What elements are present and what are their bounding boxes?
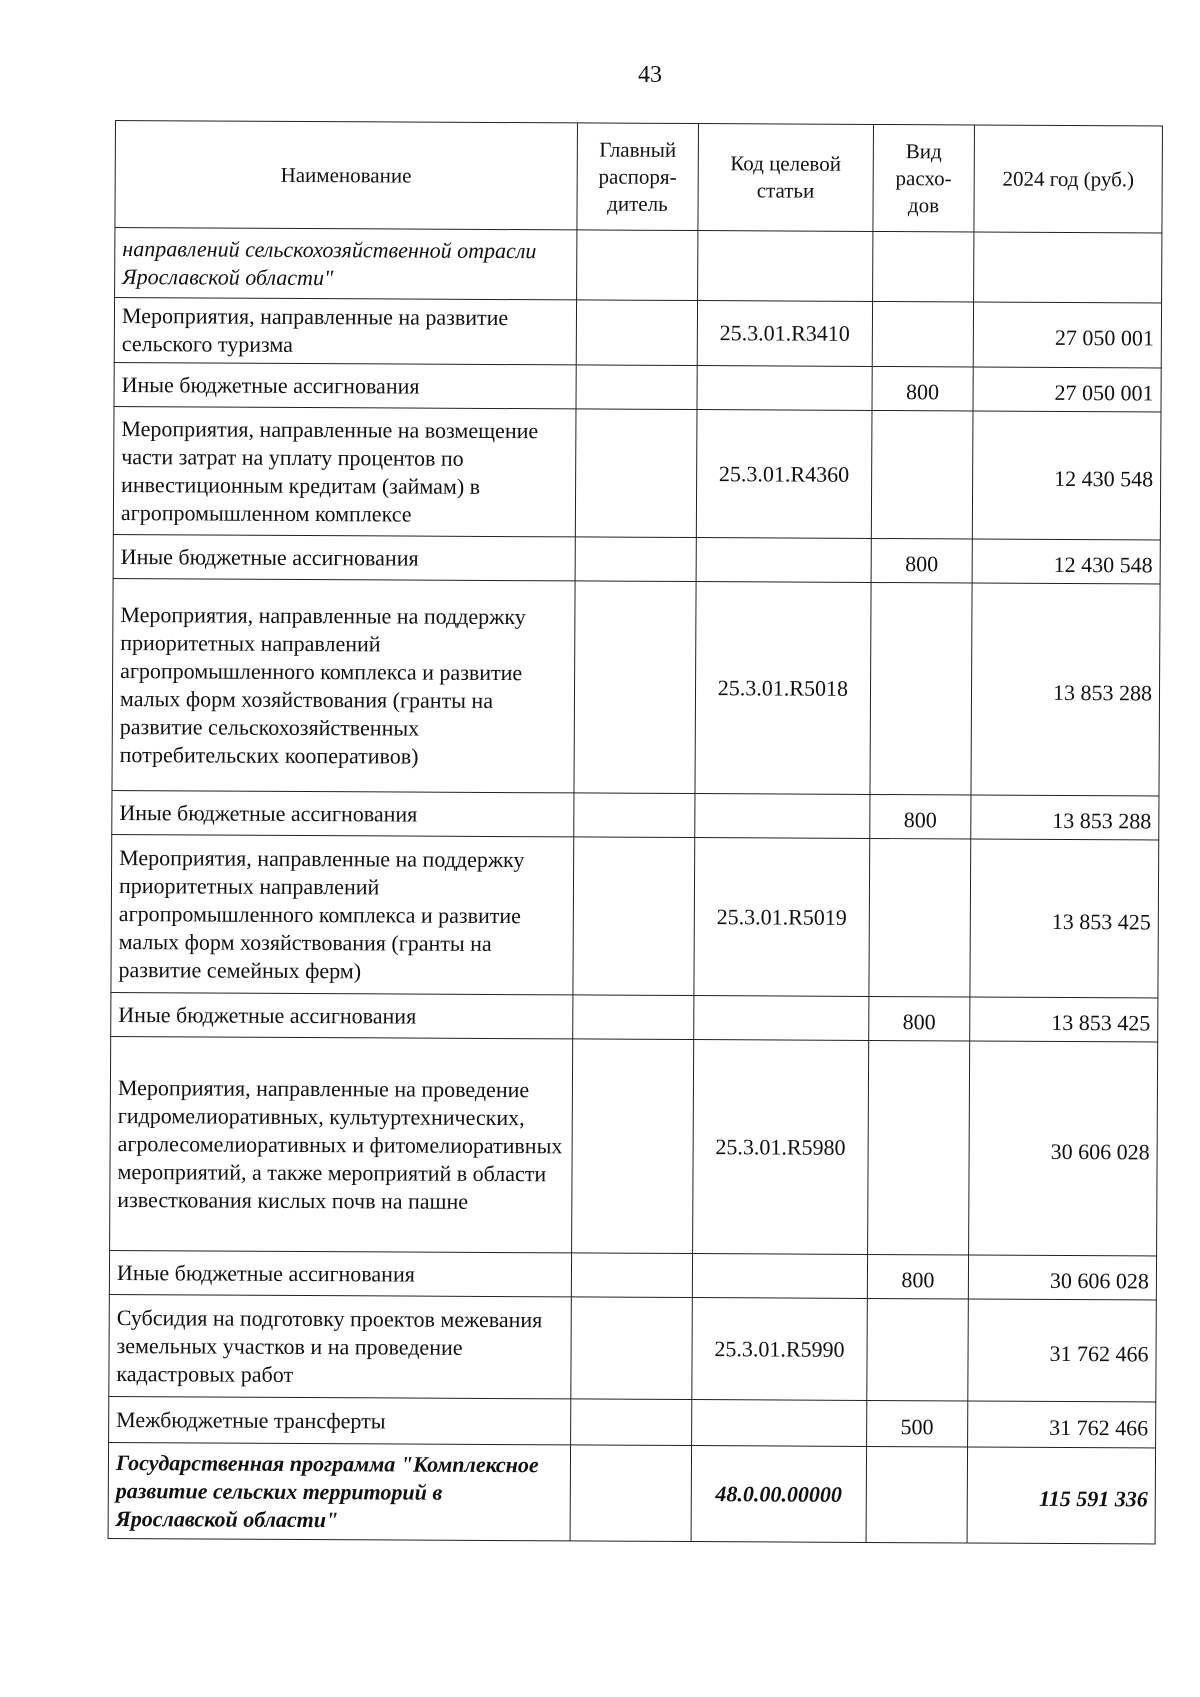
row-vid — [867, 1040, 970, 1255]
row-name: Иные бюджетные ассигнования — [114, 362, 576, 408]
row-amount: 27 050 001 — [973, 302, 1161, 368]
row-amount — [974, 232, 1162, 303]
row-amount: 13 853 425 — [970, 839, 1159, 998]
row-amount: 12 430 548 — [972, 539, 1160, 584]
row-code — [692, 1400, 867, 1447]
row-code: 25.3.01.R5019 — [694, 838, 869, 997]
row-manager — [573, 793, 695, 838]
row-vid — [872, 301, 974, 367]
row-amount: 30 606 028 — [969, 1255, 1157, 1300]
row-manager — [576, 365, 698, 410]
row-code: 25.3.01.R5980 — [693, 1040, 869, 1255]
row-vid: 800 — [872, 366, 974, 411]
row-name: Мероприятия, направленные на проведение гидромелиоративных, культуртехнических, агролесомелиоративных и фитомелиоративных мероприятий, а также мероприятий в области известкования кислых почв на пашне — [110, 1036, 573, 1252]
row-vid — [872, 231, 974, 302]
row-vid — [871, 410, 973, 539]
row-code — [694, 996, 869, 1041]
row-name: Субсидия на подготовку проектов межевания земельных участков и на проведение кадастровых работ — [109, 1294, 571, 1398]
row-amount: 30 606 028 — [969, 1041, 1158, 1256]
row-manager — [575, 409, 697, 538]
row-manager — [572, 995, 694, 1040]
table-row — [112, 790, 1159, 839]
row-code: 25.3.01.R3410 — [697, 301, 872, 367]
row-manager — [571, 1039, 694, 1254]
table-header-row — [115, 121, 1163, 233]
row-manager — [570, 1399, 692, 1446]
row-name: Мероприятия, направленные на поддержку приоритетных направлений агропромышленного комплекса и развитие малых форм хозяйствования (гранты на развитие семейных ферм) — [111, 834, 573, 994]
table-row — [113, 406, 1161, 539]
row-manager — [576, 300, 698, 366]
table-row — [114, 362, 1161, 411]
header-name: Наименование — [115, 121, 577, 230]
row-amount: 31 762 466 — [968, 1299, 1156, 1402]
row-vid — [869, 838, 971, 997]
row-vid — [870, 582, 973, 795]
row-code: 48.0.00.00000 — [691, 1446, 866, 1543]
row-vid — [866, 1298, 968, 1401]
row-code — [692, 1254, 867, 1299]
table-row — [110, 1036, 1158, 1255]
row-manager — [570, 1297, 692, 1400]
row-manager — [576, 230, 698, 301]
row-name: Государственная программа "Комплексное развитие сельских территорий в Ярославской области" — [108, 1442, 570, 1540]
row-vid: 800 — [871, 538, 973, 583]
row-code — [696, 538, 871, 583]
header-year: 2024 год (руб.) — [974, 125, 1162, 233]
table-row — [109, 1250, 1156, 1299]
row-amount: 12 430 548 — [973, 411, 1161, 540]
row-code: 25.3.01.R4360 — [696, 410, 871, 539]
row-manager — [570, 1445, 692, 1542]
table-row — [113, 534, 1160, 583]
budget-table — [108, 120, 1163, 1544]
row-manager — [573, 837, 695, 996]
row-vid: 800 — [868, 996, 970, 1041]
table-row — [111, 992, 1158, 1041]
row-vid: 800 — [869, 794, 971, 839]
header-main-manager: Главный распоря-дитель — [577, 123, 699, 231]
row-code — [695, 794, 870, 839]
header-target-code: Код целевой статьи — [698, 124, 873, 232]
row-amount: 115 591 336 — [967, 1447, 1155, 1544]
row-code — [698, 231, 873, 302]
row-name: Мероприятия, направленные на возмещение части затрат на уплату процентов по инвестиционным кредитам (займам) в агропромышленном комплексе — [113, 406, 575, 536]
table-row — [109, 1396, 1156, 1447]
budget-table-container — [108, 120, 1163, 1544]
row-name: направлений сельскохозяйственной отрасли Ярославской области" — [115, 228, 577, 300]
page-number: 43 — [638, 62, 662, 88]
row-amount: 27 050 001 — [973, 367, 1161, 412]
row-vid: 800 — [867, 1254, 969, 1299]
row-amount: 31 762 466 — [968, 1401, 1156, 1448]
row-vid — [866, 1446, 968, 1543]
row-manager — [571, 1253, 693, 1298]
header-expense-type: Вид расхо-дов — [873, 124, 975, 232]
row-manager — [575, 537, 697, 582]
row-name: Иные бюджетные ассигнования — [112, 790, 574, 836]
row-amount: 13 853 288 — [971, 795, 1159, 840]
row-code: 25.3.01.R5018 — [695, 582, 871, 795]
row-name: Иные бюджетные ассигнования — [109, 1250, 571, 1296]
table-row — [109, 1294, 1157, 1401]
row-manager — [574, 581, 697, 794]
row-code — [697, 366, 872, 411]
row-vid: 500 — [866, 1400, 968, 1447]
row-name: Иные бюджетные ассигнования — [113, 534, 575, 580]
row-name: Межбюджетные трансферты — [109, 1396, 571, 1444]
row-amount: 13 853 425 — [970, 997, 1158, 1042]
row-name: Иные бюджетные ассигнования — [111, 992, 573, 1038]
table-row — [115, 228, 1162, 303]
row-name: Мероприятия, направленные на развитие сельского туризма — [114, 298, 576, 365]
table-row — [114, 298, 1161, 368]
table-row — [112, 578, 1160, 795]
row-name: Мероприятия, направленные на поддержку приоритетных направлений агропромышленного комплекса и развитие малых форм хозяйствования (гранты на развитие сельскохозяйственных потребительских кооперативов) — [112, 578, 575, 792]
row-code: 25.3.01.R5990 — [692, 1298, 867, 1401]
row-amount: 13 853 288 — [971, 583, 1160, 796]
table-row — [111, 834, 1159, 997]
table-row-total — [108, 1442, 1155, 1543]
